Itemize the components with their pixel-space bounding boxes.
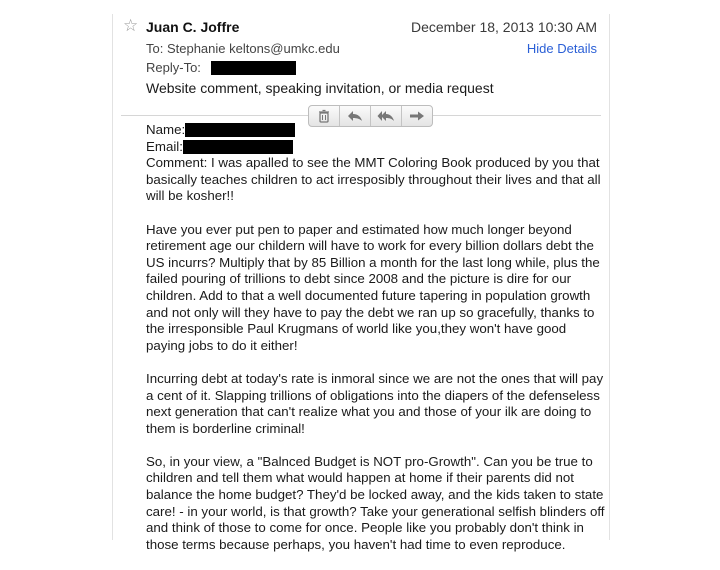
reply-icon xyxy=(347,110,363,122)
reply-to-label: Reply-To: xyxy=(146,60,201,75)
body-paragraph: Have you ever put pen to paper and estimated how much longer beyond retirement age our childern will have to work for every billion dollars debt the US incurrs? Multiply that by 85 Billion a month for the last long while, plus the failed pouring of trillions to debt since 2008 and the picture is dire for our children. Add to that a well documented future tapering in population growth and not only will they have to pay the debt we ran up so gracefully, thanks to the irresponsible Paul Krugmans of world like you,they won't have good paying jobs to do it either! xyxy=(146,221,600,353)
email-field xyxy=(146,139,606,156)
to-field: To: Stephanie keltons@umkc.edu xyxy=(146,41,340,56)
email-date: December 18, 2013 10:30 AM xyxy=(410,19,597,35)
email-label: Email: xyxy=(146,138,183,154)
forward-icon xyxy=(409,110,425,122)
reply-all-icon xyxy=(377,110,395,122)
name-field xyxy=(146,122,606,139)
hide-details-link[interactable]: Hide Details xyxy=(526,41,597,56)
email-body xyxy=(146,122,606,570)
email-window xyxy=(112,14,610,552)
body-paragraph: So, in your view, a "Balnced Budget is NOT pro-Growth". Can you be true to children and tell them what would happen at home if their parents did not balance the home budget? They'd be locked away, and the kids taken to state care! - in your world, is that growth? Take your generational selfish blinders off and think of those to come for once. People like you probably don't think in those terms because perhaps, you haven't had time to even reproduce. xyxy=(146,453,605,552)
reply-to-field xyxy=(146,60,296,75)
name-label: Name: xyxy=(146,122,186,137)
body-paragraph: Incurring debt at today's rate is inmoral since we are not the ones that will pay a cent of it. Slapping trillions of obligations into the diapers of the defenseless next generation that can't realize what you and those of your ilk are doing to them is borderline criminal! xyxy=(146,370,604,436)
redaction-bar xyxy=(183,140,293,154)
body-paragraph: Comment: I was apalled to see the MMT Coloring Book produced by you that basically teaches children to act irresposibly throughout their lives and that all will be kosher!! xyxy=(146,155,601,204)
trash-icon xyxy=(317,109,331,123)
sender-name: Juan C. Joffre xyxy=(146,19,240,35)
redaction-bar xyxy=(185,123,295,137)
redaction-bar xyxy=(211,61,296,75)
email-subject: Website comment, speaking invitation, or media request xyxy=(146,80,494,96)
star-icon[interactable]: ☆ xyxy=(123,16,139,35)
